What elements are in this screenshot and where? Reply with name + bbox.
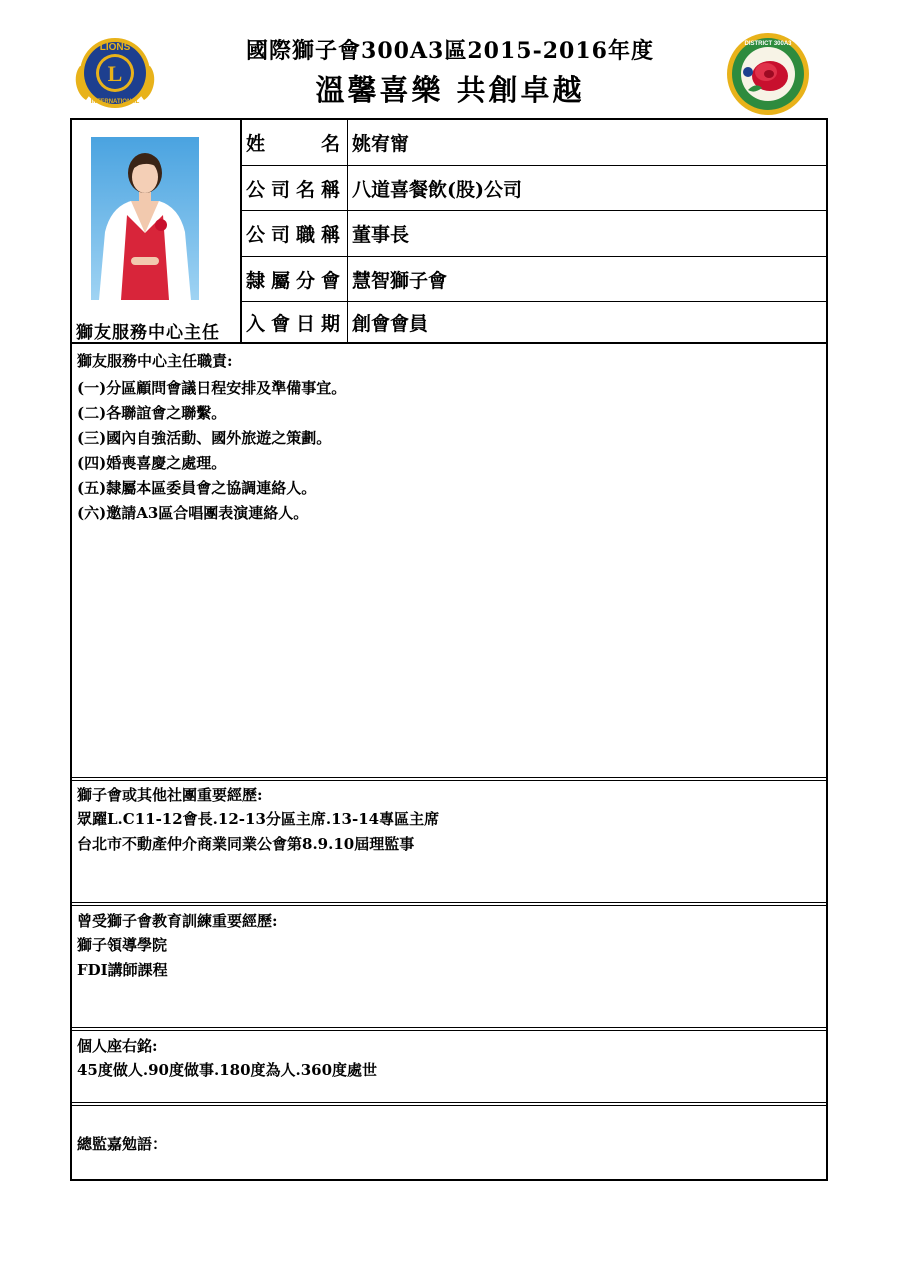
slogan: 溫馨喜樂 共創卓越 — [315, 73, 585, 107]
svg-text:DISTRICT 300A3: DISTRICT 300A3 — [744, 41, 792, 47]
svg-text:L: L — [107, 61, 123, 86]
duty-item: (三)國內自強活動、國外旅遊之策劃。 — [77, 429, 332, 447]
district-rose-emblem — [726, 32, 810, 116]
join-date-value: 創會會員 — [352, 312, 429, 335]
training-item: 獅子領導學院 — [77, 936, 168, 954]
motto-title: 個人座右銘: — [77, 1037, 158, 1055]
company-label: 公司名稱 — [242, 166, 348, 210]
training-item: FDI講師課程 — [77, 961, 168, 979]
motto-section — [77, 1034, 817, 1083]
divider — [72, 1027, 826, 1031]
member-portrait — [91, 137, 199, 300]
experience-item: 眾躍L.C11-12會長.12-13分區主席.13-14專區主席 — [77, 810, 440, 828]
training-title: 曾受獅子會教育訓練重要經歷: — [77, 912, 278, 930]
info-table — [242, 120, 828, 342]
svg-text:LIONS: LIONS — [99, 42, 131, 53]
position-label: 公司職稱 — [242, 211, 348, 256]
photo-cell — [72, 120, 242, 342]
duty-item: (二)各聯誼會之聯繫。 — [77, 404, 227, 422]
company-value: 八道喜餐飲(股)公司 — [352, 178, 522, 201]
motto-item: 45度做人.90度做事.180度為人.360度處世 — [77, 1061, 378, 1079]
duties-title: 獅友服務中心主任職責: — [77, 352, 233, 370]
profile-sheet — [70, 118, 828, 1181]
governor-title: 總監嘉勉語： — [77, 1135, 168, 1153]
info-row-position — [242, 211, 828, 257]
page-title: 國際獅子會300A3區2015-2016年度 — [246, 38, 654, 64]
page-header — [0, 0, 900, 118]
name-label: 姓 名 — [242, 120, 348, 165]
experience-item: 台北市不動產仲介商業同業公會第8.9.10屆理監事 — [77, 835, 415, 853]
duty-item: (一)分區顧問會議日程安排及準備事宜。 — [77, 379, 347, 397]
club-value: 慧智獅子會 — [352, 269, 448, 292]
info-row-name — [242, 120, 828, 166]
duties-section — [77, 349, 817, 526]
training-section — [77, 909, 817, 983]
club-label: 隸屬分會 — [242, 257, 348, 301]
position-value: 董事長 — [352, 224, 410, 246]
divider — [72, 342, 826, 344]
duty-item: (六)邀請A3區合唱團表演連絡人。 — [77, 504, 309, 522]
governor-section — [77, 1132, 817, 1156]
info-row-join-date — [242, 302, 828, 342]
divider — [72, 777, 826, 781]
divider — [72, 902, 826, 906]
duty-item: (四)婚喪喜慶之處理。 — [77, 454, 227, 472]
name-value: 姚宥甯 — [352, 133, 410, 155]
experience-title: 獅子會或其他社團重要經歷: — [77, 786, 263, 804]
svg-text:INTERNATIONAL: INTERNATIONAL — [90, 99, 140, 105]
divider — [72, 1102, 826, 1106]
info-row-company — [242, 166, 828, 211]
role-title: 獅友服務中心主任 — [76, 323, 220, 343]
join-date-label: 入會日期 — [242, 302, 348, 342]
info-row-club — [242, 257, 828, 302]
experience-section — [77, 783, 817, 857]
duty-item: (五)隸屬本區委員會之協調連絡人。 — [77, 479, 317, 497]
